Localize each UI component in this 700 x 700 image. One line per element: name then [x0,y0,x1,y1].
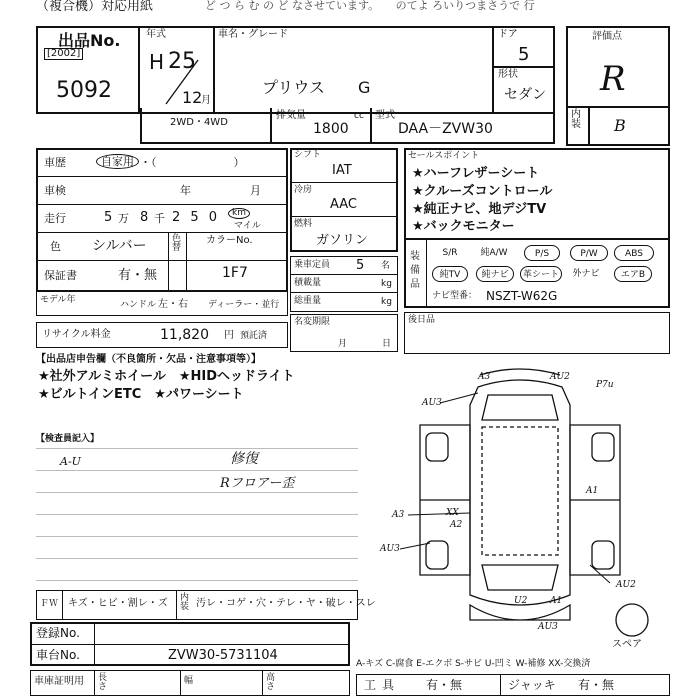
mark-au3-bottom: AU3 [538,622,558,632]
navi-label: ナビ型番： [432,291,478,301]
mark-au2-rear: AU2 [616,580,636,590]
handle-label: ハンドル [120,300,157,310]
later-date-label: 後日品 [408,315,436,325]
model-year-label: モデル年 [40,295,76,305]
interior-value: B [614,116,626,135]
mark-p7u: P7u [596,380,614,390]
car-label: 車名・グレード [218,29,288,40]
jack-label: ジャッキ [508,678,556,692]
equip-pw: P/W [570,245,608,261]
sales-points-label: セールスポイント [408,151,480,161]
equip-navi: 純ナビ [476,266,514,282]
car-grade: G [358,78,371,97]
chassis-label: 車台No. [36,648,80,662]
name-change-label: 名変期限 [294,317,331,327]
equip-alloy: 純A/W [480,248,508,258]
name-change-day: 日 [382,339,392,349]
inspector-hand-1: A-U [60,455,81,468]
mileage-km: km [228,208,250,219]
spare-label: スペア [612,639,642,650]
mileage-label: 走行 [44,212,66,225]
shift-value: IAT [332,163,352,178]
mark-xx: XX [446,508,459,518]
displacement-unit: cc [354,111,364,121]
weight-label: 総重量 [294,296,322,306]
cert-width: 幅 [184,676,194,686]
history-rest: ・（ ） [140,156,245,169]
shape-label: 形状 [498,69,518,80]
handle-value: 左・右 [158,299,188,310]
interior-check-label: 内装 [180,593,190,612]
mark-a1-rear: A1 [550,596,563,606]
name-change-month: 月 [338,339,348,349]
mark-au2-top: AU2 [550,372,570,382]
notes-line-1: ★社外アルミホイール ★HIDヘッドライト [38,369,295,384]
dealer-label: ディーラー・並行 [208,300,280,310]
equip-tv: 純TV [432,266,468,282]
cert-height: 高さ [266,673,276,692]
color-no-label: カラーNo. [206,235,253,246]
inspection-month: 月 [250,184,261,197]
lot-sub: [2002] [44,48,83,60]
lot-number: 5092 [56,78,112,103]
recycle-label: リサイクル料金 [42,329,111,340]
equip-airbag: エアB [614,266,652,282]
fuel-label: 燃料 [294,219,313,229]
year-month: 12 [182,88,203,107]
equip-sr: S/R [442,248,458,258]
load-unit: kg [381,279,392,289]
fuel-value: ガソリン [316,233,369,248]
car-name: プリウス [262,78,325,97]
mileage-mile: マイル [234,221,261,231]
mileage-sen-unit: 千 [154,212,165,225]
year-value: 25 [168,49,196,74]
mark-au3-side: AU3 [380,544,400,554]
cert-length: 長さ [98,673,108,692]
inspection-label: 車検 [44,184,66,197]
equip-abs: ABS [614,245,654,261]
equip-leather: 革シート [520,266,562,282]
color-label: 色 [50,240,61,253]
mileage-sen: 8 [140,210,149,225]
navi-value: NSZT-W62G [486,289,558,303]
top-cut-text: ど つ ら む の ど なさせています。 のてよ ろいりつまさうで 行 [205,0,535,12]
mileage-rest: 2 5 0 [172,210,221,225]
history-value: 自家用 [96,154,139,169]
equip-ext-navi: 外ナビ [572,269,600,279]
notes-line-2: ★ビルトインETC ★パワーシート [38,387,244,402]
reg-no-label: 登録No. [36,626,80,640]
drive-label: 2WD・4WD [170,117,228,128]
displacement-label: 排気量 [276,110,306,121]
sales-point-1: ★ハーフレザーシート [412,166,540,181]
model-value: DAA－ZVW30 [398,121,493,137]
color-no-value: 1F7 [222,265,248,281]
load-label: 積載量 [294,278,322,288]
mark-au3-left: AU3 [422,398,442,408]
damage-marks [379,372,636,632]
inspector-hand-2: 修復 [230,451,258,467]
door-label: ドア [498,29,518,40]
score-label: 評価点 [592,31,622,42]
displacement-value: 1800 [313,121,349,137]
model-label: 型式 [375,110,395,121]
mark-a2: A2 [450,520,463,530]
mileage-man: 5 [104,210,113,225]
recycle-note: 預託済 [240,331,268,341]
ac-value: AAC [330,197,357,212]
warranty-label: 保証書 [44,269,77,282]
color-value: シルバー [92,238,147,254]
capacity-label: 乗車定員 [294,260,331,270]
shift-label: シフト [294,150,322,160]
capacity-value: 5 [356,258,365,273]
door-value: 5 [518,44,530,65]
interior-check-text: 汚レ・コゲ・穴・テレ・ヤ・破レ・スレ [196,598,376,609]
tools-label: 工具 [364,678,401,692]
car-diagram [370,365,670,650]
year-month-unit: 月 [201,95,211,106]
form-title: （複合機）対応用紙 [36,0,154,14]
equipment-label: 装備品 [410,251,420,290]
recycle-unit: 円 [224,330,234,341]
history-label: 車歴 [44,156,66,169]
inspection-year: 年 [180,184,191,197]
ac-label: 冷房 [294,185,313,195]
later-date-box [404,312,670,354]
cert-label: 車庫証明用 [34,676,84,687]
color-change-label: 色替 [172,234,182,253]
weight-unit: kg [381,297,392,307]
equip-ps: P/S [524,245,560,261]
legend: A-キズ C-腐食 E-エクボ S-サビ U-凹ミ W-補修 XX-交換済 [356,659,591,669]
sales-point-4: ★バックモニター [412,219,515,234]
interior-label: 内装 [571,109,581,130]
mark-u2: U2 [514,596,528,606]
notes-label: 【出品店申告欄（不良箇所・欠品・注意事項等）】 [36,354,261,365]
tools-value: 有・無 [426,678,463,692]
inspector-hand-3: Rフロアー歪 [220,476,295,491]
inspector-label: 【検査員記入】 [36,434,100,444]
mark-a1-right: A1 [586,486,599,496]
capacity-unit: 名 [381,261,391,271]
mileage-man-unit: 万 [118,212,129,225]
sales-point-2: ★クルーズコントロール [412,184,553,199]
mark-a3-left: A3 [392,510,405,520]
jack-value: 有・無 [578,678,615,692]
warranty-value: 有・無 [118,268,158,283]
shape-value: セダン [504,87,547,103]
score-value: R [600,59,626,99]
fw-label: ＦＷ [40,599,59,609]
year-label: 年式 [146,29,166,40]
sales-point-3: ★純正ナビ、地デジTV [412,202,547,217]
lot-label: 出品No. [58,31,121,50]
fw-text: キズ・ヒビ・割レ・ズ [68,598,168,609]
mark-a3-top: A3 [478,372,491,382]
year-era: H [149,50,165,74]
recycle-value: 11,820 [160,327,209,343]
chassis-value: ZVW30-5731104 [168,648,278,663]
